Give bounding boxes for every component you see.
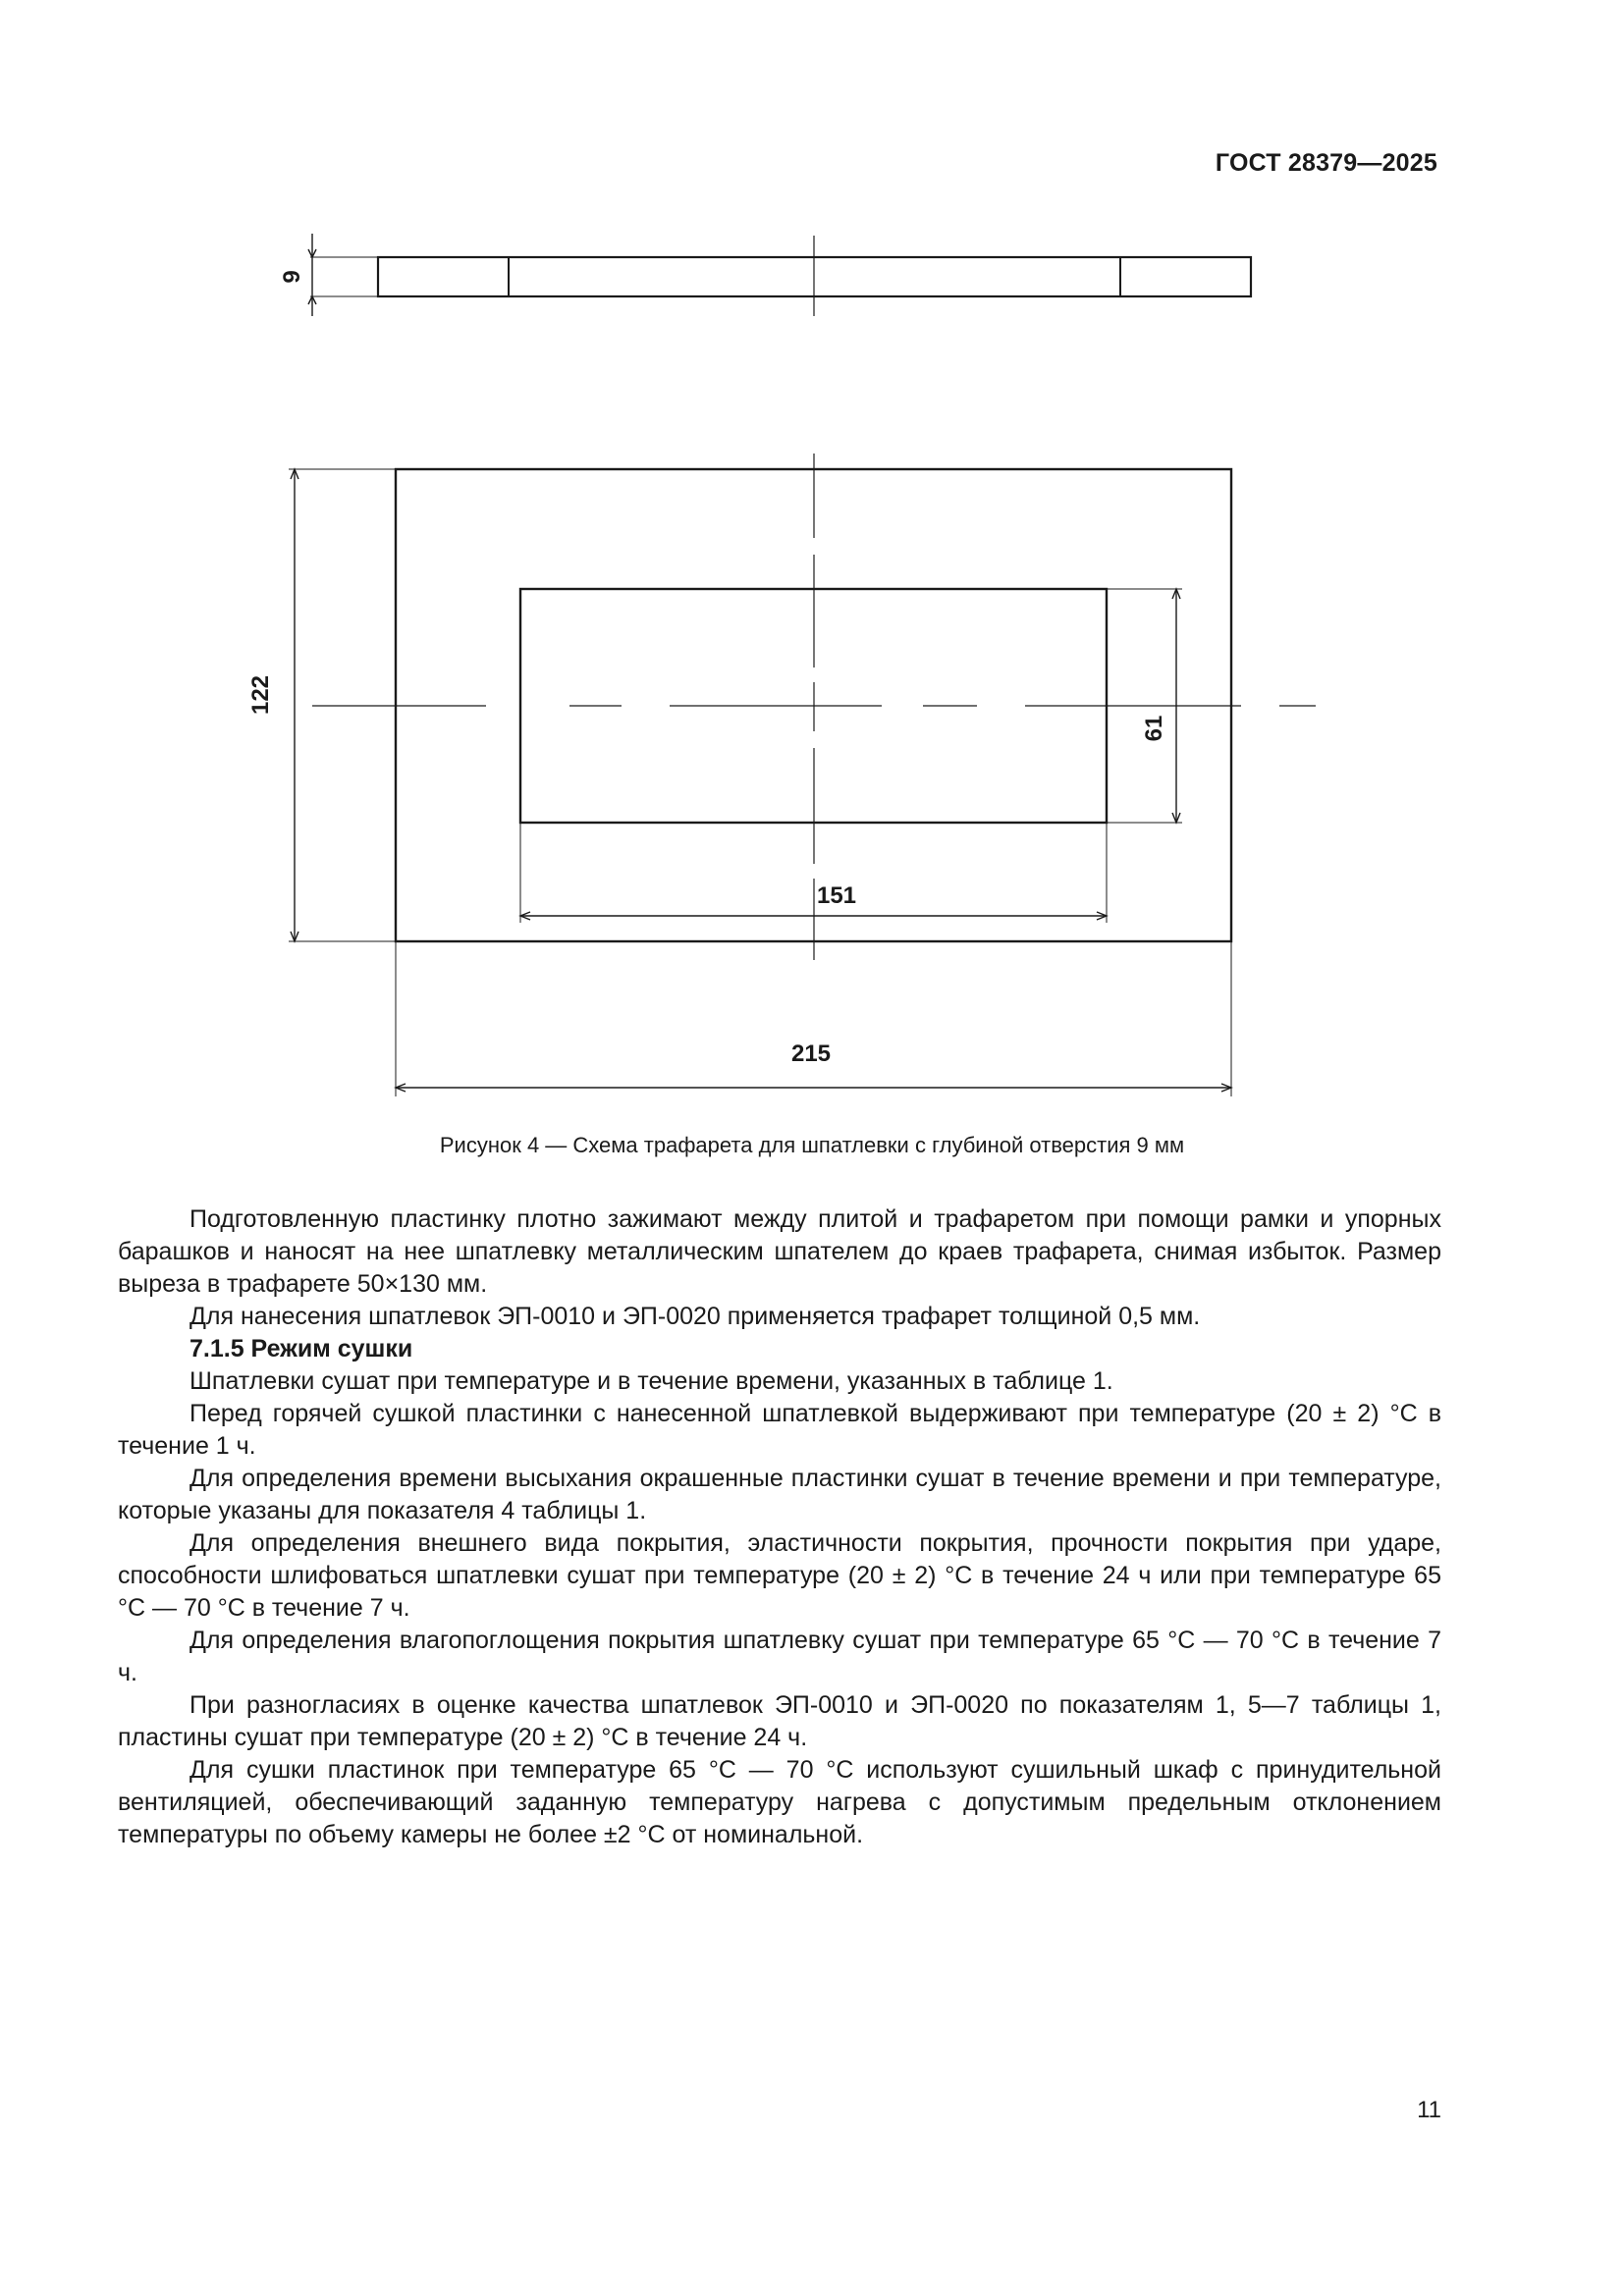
depth-dimension-label: 9 (279, 270, 305, 284)
section-heading: 7.1.5 Режим сушки (189, 1335, 413, 1362)
width-dimension-label: 215 (790, 1041, 832, 1067)
paragraph: Шпатлевки сушат при температуре и в течение времени, указанных в таблице 1. (189, 1367, 1113, 1395)
standard-designation: ГОСТ 28379—2025 (1215, 149, 1437, 177)
hatched-wall-right (1120, 257, 1251, 296)
section-view (279, 234, 1251, 316)
stencil-drawing (0, 0, 1624, 1129)
paragraph: Подготовленную пластинку плотно зажимают между плитой и трафаретом при помощи рамки и упорных барашков и наносят на нее шпатлевку металлическим шпателем до краев трафарета, снимая избыток. Размер выреза в трафарете 50×130 мм. (118, 1205, 1441, 1298)
page-number: 11 (1417, 2097, 1441, 2123)
window-height-dimension-label: 61 (1141, 715, 1167, 742)
paragraph: При разногласиях в оценке качества шпатлевок ЭП-0010 и ЭП-0020 по показателям 1, 5—7 таблицы 1, пластины сушат при температуре (20 ± 2) °С в течение 24 ч. (118, 1691, 1441, 1751)
paragraph: Для определения времени высыхания окрашенные пластинки сушат в течение времени и при температуре, которые указаны для показателя 4 таблицы 1. (118, 1465, 1441, 1524)
hatched-wall-left (378, 257, 509, 296)
figure-caption: Рисунок 4 — Схема трафарета для шпатлевки с глубиной отверстия 9 мм (439, 1133, 1185, 1157)
height-dimension-label: 122 (247, 674, 274, 716)
paragraph: Для определения влагопоглощения покрытия шпатлевку сушат при температуре 65 °С — 70 °С в течение 7 ч. (118, 1627, 1441, 1686)
body-text (118, 1203, 1441, 1851)
paragraph: Перед горячей сушкой пластинки с нанесенной шпатлевкой выдерживают при температуре (20 ± 2) °С в течение 1 ч. (118, 1400, 1441, 1460)
paragraph: Для нанесения шпатлевок ЭП-0010 и ЭП-0020 применяется трафарет толщиной 0,5 мм. (189, 1303, 1201, 1330)
plan-view (247, 454, 1316, 1096)
window-width-dimension-label: 151 (816, 882, 857, 909)
paragraph: Для определения внешнего вида покрытия, эластичности покрытия, прочности покрытия при ударе, способности шлифоваться шпатлевки сушат при температуре (20 ± 2) °С в течение 24 ч или при температуре 65 °С — 70 °С в течение 7 ч. (118, 1529, 1441, 1622)
paragraph: Для сушки пластинок при температуре 65 °С — 70 °С используют сушильный шкаф с принудительной вентиляцией, обеспечивающий заданную температуру нагрева с допустимым предельным отклонением температуры по объему камеры не более ±2 °С от номинальной. (118, 1756, 1441, 1848)
